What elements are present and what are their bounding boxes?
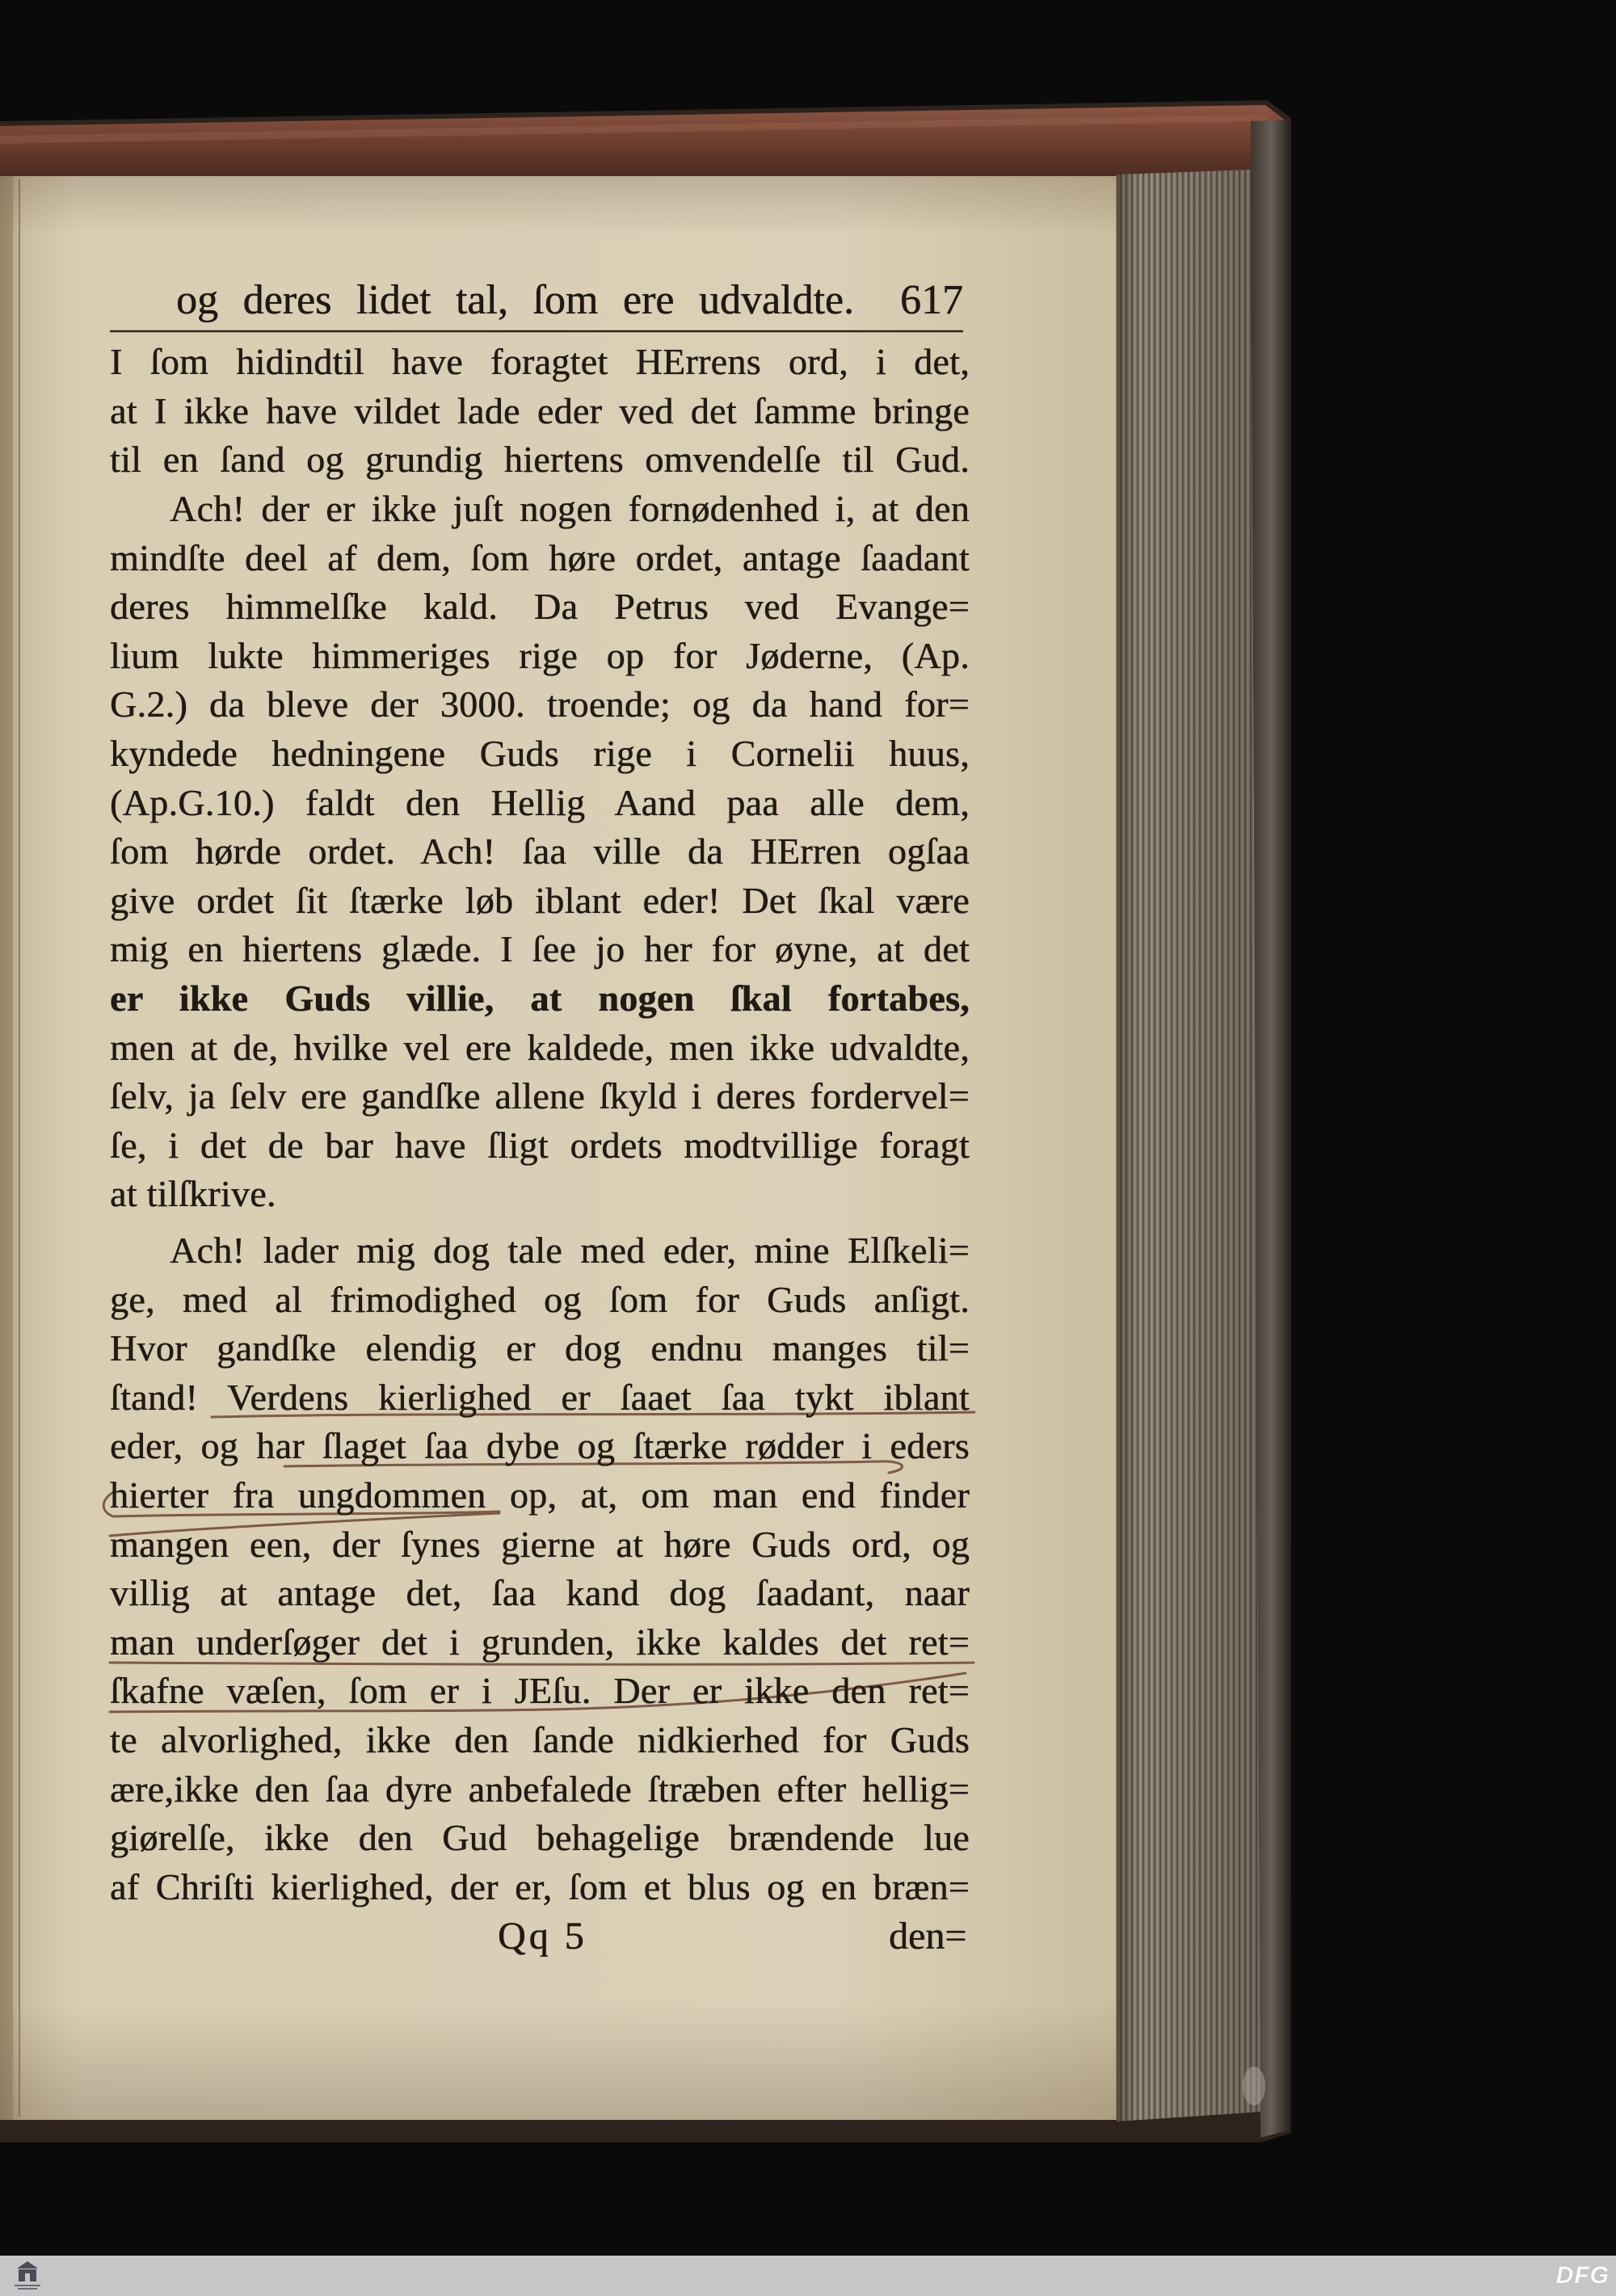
text-line: ſom hørde ordet. Ach! ſaa ville da HErren ogſaa xyxy=(110,831,970,873)
text-line: ge, med al frimodighed og ſom for Guds anſigt. xyxy=(110,1278,970,1320)
binding-gutter xyxy=(0,176,13,2120)
signature-mark: Qq 5 xyxy=(498,1915,587,1957)
text-line: til en ſand og grundig hiertens omvendelſe til Gud. xyxy=(110,439,970,481)
text-line: deres himmelſke kald. Da Petrus ved Evange= xyxy=(110,586,970,628)
text-line: man underſøger det i grunden, ikke kaldes det ret= xyxy=(110,1621,970,1663)
cover-corner-wear xyxy=(1243,2067,1265,2105)
text-line: at tilſkrive. xyxy=(110,1173,276,1215)
page-fore-edge-shade xyxy=(1117,170,1260,2121)
text-line: give ordet ſit ſtærke løb iblant eder! Det ſkal være xyxy=(110,879,970,921)
text-line: lium lukte himmeriges rige op for Jøderne, (Ap. xyxy=(110,634,970,676)
paragraph xyxy=(110,1226,970,1911)
page-number: 617 xyxy=(900,277,963,323)
running-head-title: og deres lidet tal, ſom ere udvaldte. xyxy=(176,277,854,323)
library-emblem-caption-mark xyxy=(15,2285,40,2286)
text-line: ære,ikke den ſaa dyre anbefalede ſtræben efter hellig= xyxy=(110,1768,970,1810)
dfg-logo: DFG xyxy=(1555,2262,1610,2289)
text-line: (Ap.G.10.) faldt den Hellig Aand paa alle dem, xyxy=(110,781,970,823)
text-line: af Chriſti kierlighed, der er, ſom et blus og en bræn= xyxy=(110,1865,970,1907)
library-emblem-caption-mark xyxy=(18,2288,37,2290)
text-line: Ach! lader mig dog tale med eder, mine Elſkeli= xyxy=(170,1230,970,1271)
text-line: Hvor gandſke elendig er dog endnu manges til= xyxy=(110,1327,970,1369)
text-line: giørelſe, ikke den Gud behagelige brændende lue xyxy=(110,1817,970,1859)
text-line: I ſom hidindtil have foragtet HErrens ord, i det, xyxy=(110,341,970,382)
text-line: ſtand! Verdens kierlighed er ſaaet ſaa tykt iblant xyxy=(110,1376,970,1418)
text-line: mig en hiertens glæde. I ſee jo her for øyne, at det xyxy=(110,928,970,970)
text-line: mindſte deel af dem, ſom høre ordet, antage ſaadant xyxy=(110,536,970,578)
text-line: men at de, hvilke vel ere kaldede, men ikke udvaldte, xyxy=(110,1026,970,1068)
paragraph xyxy=(110,485,970,1219)
text-line: at I ikke have vildet lade eder ved det ſamme bringe xyxy=(110,389,970,431)
viewer-footer-bar xyxy=(0,2256,1616,2296)
text-line: villig at antage det, ſaa kand dog ſaadant, naar xyxy=(110,1572,970,1614)
text-line: te alvorlighed, ikke den ſande nidkierhed for Guds xyxy=(110,1718,970,1760)
text-line: eder, og har ſlaget ſaa dybe og ſtærke rødder i eders xyxy=(110,1425,970,1467)
text-line: G.2.) da bleve der 3000. troende; og da hand for= xyxy=(110,683,970,725)
text-line: mangen een, der ſynes gierne at høre Guds ord, og xyxy=(110,1523,970,1565)
text-line: kyndede hedningene Guds rige i Cornelii huus, xyxy=(110,732,970,774)
library-emblem-icon xyxy=(11,2259,44,2293)
text-line: ſelv, ja ſelv ere gandſke allene ſkyld i deres fordervel= xyxy=(110,1075,970,1117)
text-line: ſkafne væſen, ſom er i JEſu. Der er ikke den ret= xyxy=(110,1670,970,1712)
emphasized-text-line: er ikke Guds villie, at nogen ſkal fortabes, xyxy=(110,977,970,1019)
catchword: den= xyxy=(889,1915,967,1957)
text-line: hierter fra ungdommen op, at, om man end finder xyxy=(110,1474,970,1516)
paragraph xyxy=(110,338,970,485)
text-line: ſe, i det de bar have ſligt ordets modtvillige foragt xyxy=(110,1124,970,1166)
text-line: Ach! der er ikke juſt nogen fornødenhed i, at den xyxy=(170,488,970,529)
library-emblem-door xyxy=(25,2273,30,2281)
library-emblem-roof xyxy=(17,2261,38,2269)
book-head-edge xyxy=(0,105,1286,179)
